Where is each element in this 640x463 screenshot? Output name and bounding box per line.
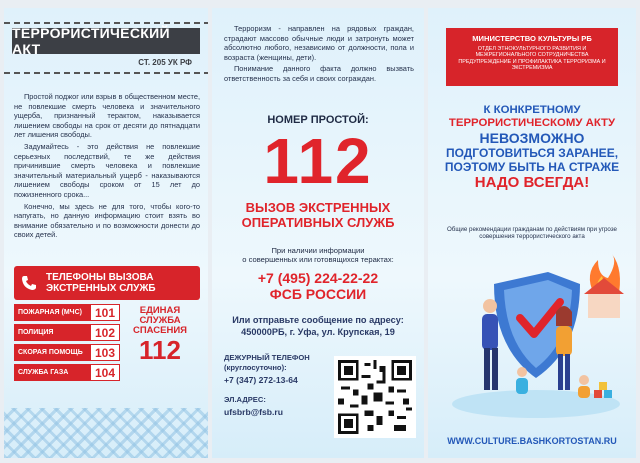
headline-line: ПОЭТОМУ БЫТЬ НА СТРАЖЕ	[444, 160, 620, 174]
number-desc-line: ОПЕРАТИВНЫХ СЛУЖБ	[241, 215, 395, 230]
child-icon	[517, 367, 527, 377]
service-row	[14, 324, 120, 341]
emergency-phones	[14, 266, 200, 384]
phones-header	[14, 266, 200, 300]
duty-phone: +7 (347) 272-13-64	[224, 375, 298, 385]
paragraph: Понимание данного факта должно вызвать ответственность за себя и своих сограждан.	[224, 64, 414, 83]
service-number: 101	[90, 304, 120, 321]
terror-act-banner	[12, 25, 200, 70]
general-recommendations-note: Общие рекомендации гражданам по действиям при угрозе совершения террористического акта	[446, 226, 618, 241]
headline	[432, 104, 632, 192]
service-number: 104	[90, 364, 120, 381]
fsb-note	[212, 246, 424, 264]
service-name: СЛУЖБА ГАЗА	[14, 364, 90, 381]
ornament-pattern	[4, 408, 208, 458]
fsb-address	[212, 314, 424, 338]
emergency-number: 112	[263, 125, 373, 197]
unified-label: СПАСЕНИЯ	[132, 325, 188, 336]
headline-line: К КОНКРЕТНОМУ	[483, 104, 581, 116]
unified-label: ЕДИНАЯ	[139, 305, 181, 316]
service-name: ПОЛИЦИЯ	[14, 324, 90, 341]
duty-label: (круглосуточно):	[224, 363, 287, 372]
ministry-subtitle: ОТДЕЛ ЭТНОКУЛЬТУРНОГО РАЗВИТИЯ И МЕЖРЕГИОНАЛЬНОГО СОТРУДНИЧЕСТВА ПРЕДУПРЕЖДЕНИЕ И ПРОФИЛАКТИКА ТЕРРОРИЗМА И ЭКСТРЕМИЗМА	[458, 46, 606, 72]
paragraph: Задумайтесь - это действия не повлекшие серьезных последствий, те же действия причинившие смерть человека и повлекшие значительный материальный ущерб - наказываются лишением свободы сроком от 15 лет до пожизненного срока...	[14, 141, 200, 199]
ministry-title: МИНИСТЕРСТВО КУЛЬТУРЫ РБ	[472, 34, 592, 43]
middle-panel	[212, 8, 424, 458]
terror-act-title: ТЕРРОРИСТИЧЕСКИЙ АКТ	[12, 28, 200, 54]
paragraph: Терроризм - направлен на рядовых граждан, страдают массово обычные люди и затронуть может абсолютно любого, независимо от должности, пола и возраста (женщины, дети).	[224, 24, 414, 62]
unified-rescue-service	[120, 304, 200, 384]
barbed-wire-bottom	[4, 72, 208, 74]
service-list	[14, 304, 120, 384]
qr-code	[334, 356, 416, 438]
right-panel	[428, 8, 636, 458]
fsb-name: ФСБ РОССИИ	[269, 286, 367, 302]
phones-body	[14, 304, 200, 384]
address-line: Или отправьте сообщение по адресу:	[232, 315, 404, 325]
headline-line: НАДО ВСЕГДА!	[474, 174, 590, 191]
phones-title-line: ЭКСТРЕННЫХ СЛУЖБ	[46, 283, 156, 294]
number-description	[212, 200, 424, 230]
phone-icon	[20, 274, 38, 292]
service-row	[14, 304, 120, 321]
house-icon	[588, 292, 620, 318]
service-number: 102	[90, 324, 120, 341]
headline-line: НЕВОЗМОЖНО	[479, 130, 585, 146]
phones-title-line: ТЕЛЕФОНЫ ВЫЗОВА	[46, 272, 154, 283]
terrorism-text	[224, 24, 414, 86]
headline-line: ПОДГОТОВИТЬСЯ ЗАРАНЕЕ,	[445, 146, 619, 160]
service-row	[14, 364, 120, 381]
website-link[interactable]: WWW.CULTURE.BASHKORTOSTAN.RU	[447, 436, 617, 446]
unified-label: СЛУЖБА	[139, 315, 181, 326]
fsb-phone: +7 (495) 224-22-22	[257, 270, 379, 286]
toy-block-icon	[594, 390, 602, 398]
fsb-note-line: о совершенных или готовящихся терактах:	[242, 255, 394, 264]
paragraph: Простой поджог или взрыв в общественном месте, не повлекшие смерть человека и значительного ущерба, признанный терактом, наказывается лишением свободы на срок от десяти до пятнадцати лет лишения свободы.	[14, 92, 200, 140]
terror-act-article: СТ. 205 УК РФ	[138, 58, 192, 67]
service-number: 103	[90, 344, 120, 361]
number-desc-line: ВЫЗОВ ЭКСТРЕННЫХ	[245, 200, 391, 215]
paragraph: Конечно, мы здесь не для того, чтобы кого-то напугать, но данную информацию стоит взять во внимание обязательно и по возможности донести до своих детей.	[14, 201, 200, 240]
barbed-wire-top	[4, 22, 208, 24]
fsb-note-line: При наличии информации	[271, 246, 365, 255]
terror-act-text	[14, 92, 200, 242]
headline-line: ТЕРРОРИСТИЧЕСКОМУ АКТУ	[448, 117, 616, 129]
man-icon	[483, 299, 497, 313]
email-value: ufsbrb@fsb.ru	[224, 407, 283, 417]
phones-title	[46, 272, 156, 294]
family-shield-illustration	[448, 254, 624, 422]
child-icon	[579, 375, 589, 385]
duty-contacts	[224, 353, 334, 417]
email-label: ЭЛ.АДРЕС:	[224, 395, 266, 404]
unified-number: 112	[139, 335, 181, 365]
service-row	[14, 344, 120, 361]
fsb-contact	[212, 270, 424, 302]
service-name: СКОРАЯ ПОМОЩЬ	[14, 344, 90, 361]
duty-label: ДЕЖУРНЫЙ ТЕЛЕФОН	[224, 353, 310, 362]
address-line: 450000РБ, г. Уфа, ул. Крупская, 19	[241, 327, 395, 337]
service-name: ПОЖАРНАЯ (МЧС)	[14, 304, 90, 321]
ministry-banner	[446, 28, 618, 86]
number-label: НОМЕР ПРОСТОЙ:	[267, 114, 369, 126]
left-panel	[4, 8, 208, 458]
